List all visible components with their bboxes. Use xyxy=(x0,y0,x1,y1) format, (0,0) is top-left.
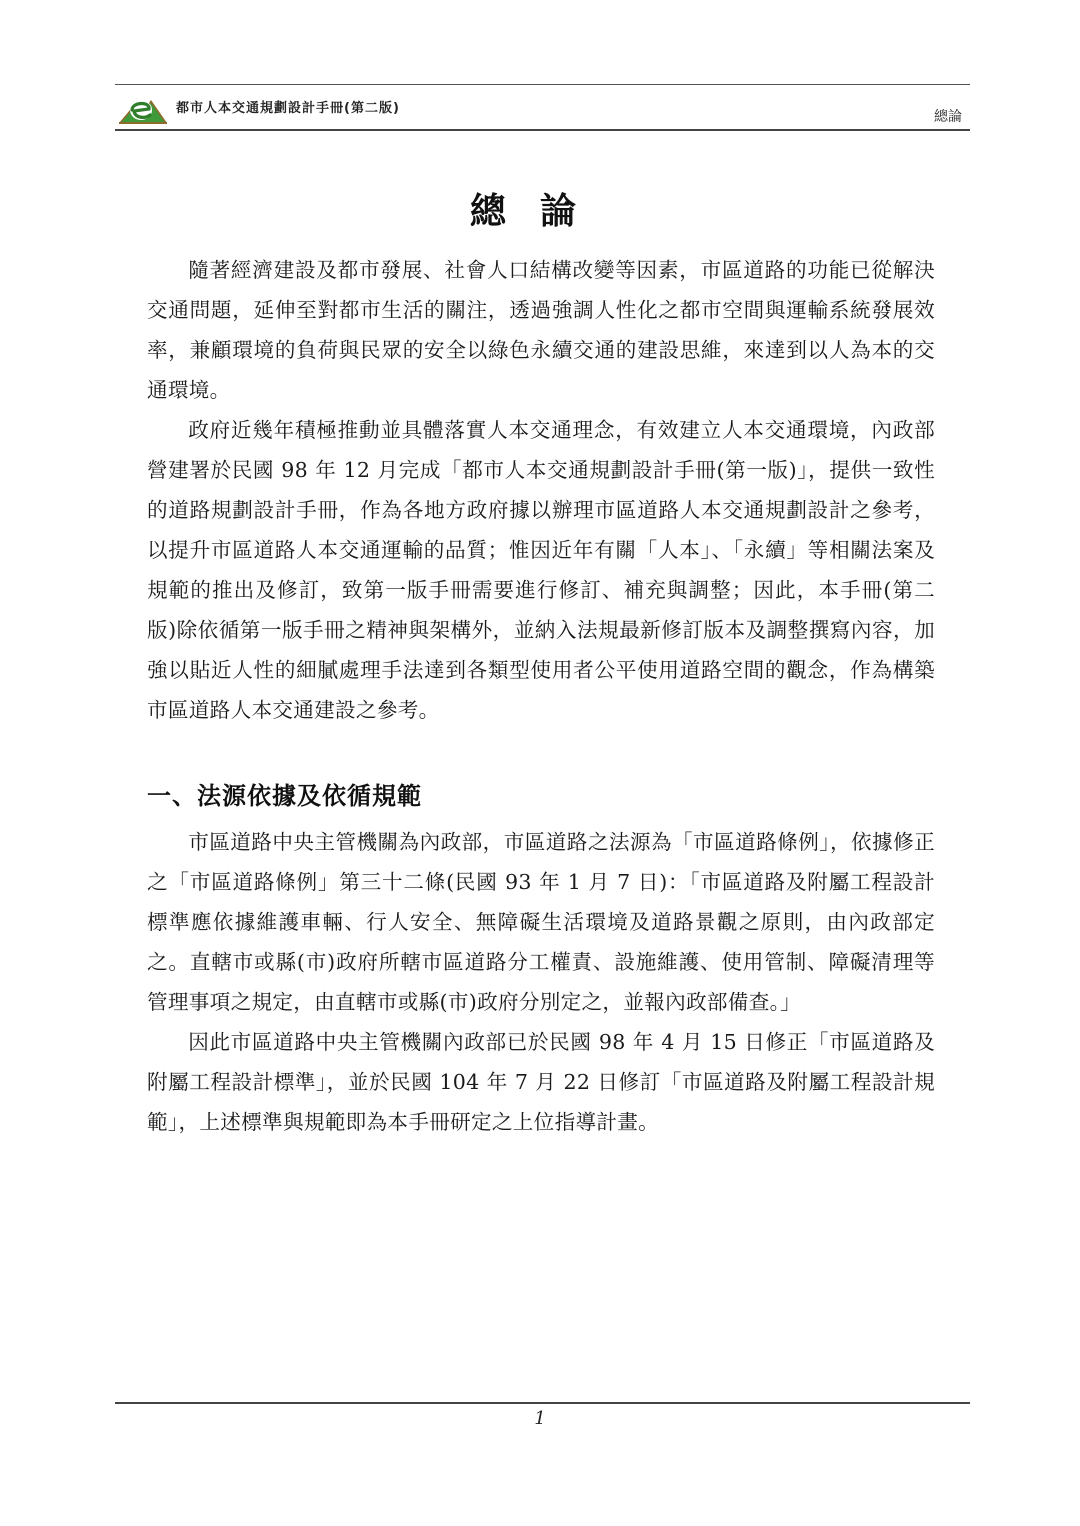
legal-basis-section xyxy=(147,822,935,1142)
page-title: 總論 xyxy=(469,191,610,232)
page-number: 1 xyxy=(534,1408,546,1429)
legal-paragraph-1: 市區道路中央主管機關為內政部，市區道路之法源為「市區道路條例」，依據修正之「市區道路條例」第三十二條(民國 93 年 1 月 7 日)：「市區道路及附屬工程設計標準應依據維護車輛、行人安全、無障礙生活環境及道路景觀之原則，由內政部定之。直轄市或縣(市)政府所轄市區道路分工權責、設施維護、使用管制、障礙清理等管理事項之規定，由直轄市或縣(市)政府分別定之，並報內政部備查。」 xyxy=(147,830,935,1014)
intro-paragraph-1: 隨著經濟建設及都市發展、社會人口結構改變等因素，市區道路的功能已從解決交通問題，延伸至對都市生活的關注，透過強調人性化之都市空間與運輸系統發展效率，兼顧環境的負荷與民眾的安全以綠色永續交通的建設思維，來達到以人為本的交通環境。 xyxy=(147,258,935,402)
intro-section xyxy=(147,250,935,730)
intro-paragraph-2: 政府近幾年積極推動並具體落實人本交通理念，有效建立人本交通環境，內政部營建署於民國 98 年 12 月完成「都市人本交通規劃設計手冊(第一版)」，提供一致性的道路規劃設計手冊，作為各地方政府據以辦理市區道路人本交通規劃設計之參考，以提升市區道路人本交通運輸的品質；惟因近年有關「人本」、「永續」等相關法案及規範的推出及修訂，致第一版手冊需要進行修訂、補充與調整；因此，本手冊(第二版)除依循第一版手冊之精神與架構外，並納入法規最新修訂版本及調整撰寫內容，加強以貼近人性的細膩處理手法達到各類型使用者公平使用道路空間的觀念，作為構築市區道路人本交通建設之參考。 xyxy=(147,418,935,722)
header-bottom-rule xyxy=(115,129,970,131)
manual-title: 都市人本交通規劃設計手冊(第二版) xyxy=(176,101,400,116)
section-heading: 一、法源依據及依循規範 xyxy=(147,782,422,810)
green-mountain-e-logo-icon xyxy=(117,90,169,126)
header-top-rule xyxy=(115,84,970,85)
legal-paragraph-2: 因此市區道路中央主管機關內政部已於民國 98 年 4 月 15 日修正「市區道路及附屬工程設計標準」，並於民國 104 年 7 月 22 日修訂「市區道路及附屬工程設計規範」，上述標準與規範即為本手冊研定之上位指導計畫。 xyxy=(147,1030,935,1134)
footer-rule xyxy=(115,1402,970,1404)
section-label: 總論 xyxy=(934,109,962,125)
